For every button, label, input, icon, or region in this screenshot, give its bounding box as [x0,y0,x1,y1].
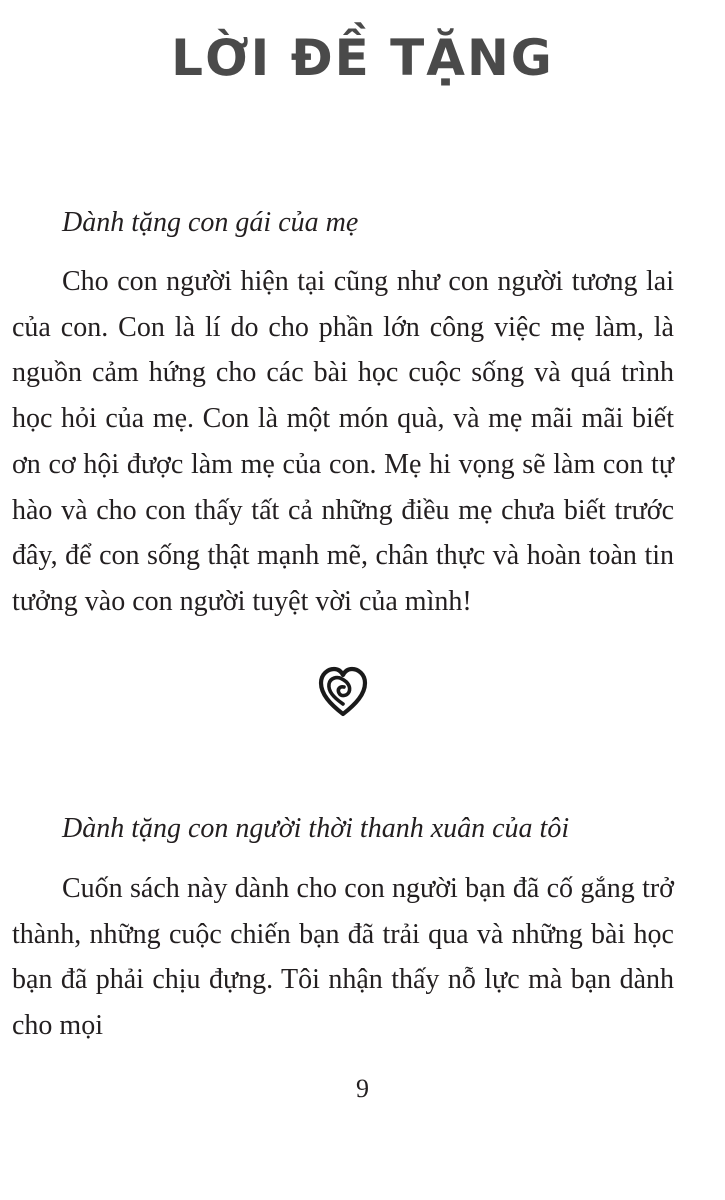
dedication-heading-daughter: Dành tặng con gái của mẹ [62,207,359,238]
page-number: 9 [356,1074,369,1103]
spiral-heart-icon [318,666,368,718]
dedication-heading-youth: Dành tặng con người thời thanh xuân của tôi [62,813,570,844]
page-title: LỜI ĐỀ TẶNG [171,29,554,87]
dedication-body-daughter: Cho con người hiện tại cũng như con người tương lai của con. Con là lí do cho phần lớn công việc mẹ làm, là nguồn cảm hứng cho các bài học cuộc sống và quá trình học hỏi của mẹ. Con là một món quà, và mẹ mãi mãi biết ơn cơ hội được làm mẹ của con. Mẹ hi vọng sẽ làm con tự hào và cho con thấy tất cả những điều mẹ chưa biết trước đây, để con sống thật mạnh mẽ, chân thực và hoàn toàn tin tưởng vào con người tuyệt vời của mình! [12,266,674,617]
dedication-body-youth: Cuốn sách này dành cho con người bạn đã cố gắng trở thành, những cuộc chiến bạn đã trải qua và những bài học bạn đã phải chịu đựng. Tôi nhận thấy nỗ lực mà bạn dành cho mọi [12,873,674,1042]
